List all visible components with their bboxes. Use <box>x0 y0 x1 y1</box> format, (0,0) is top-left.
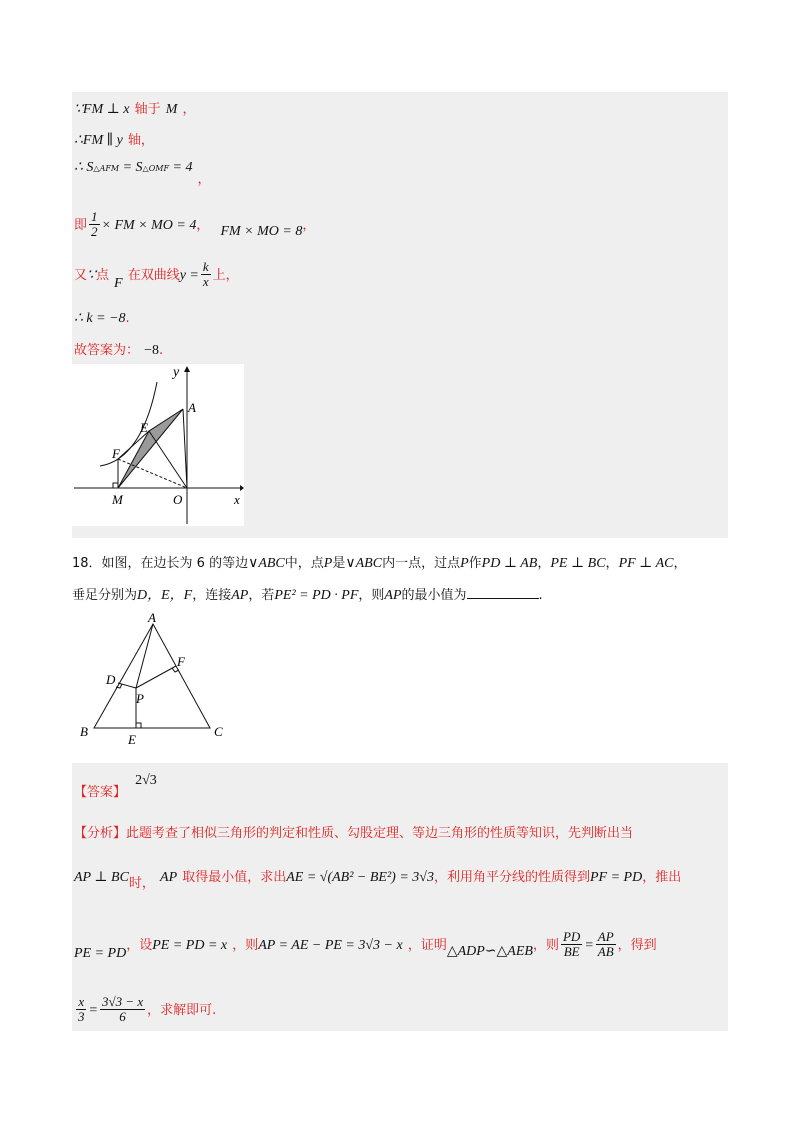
solution-line-3: ∴ S△AFM = S△OMF = 4 $_,$ <box>74 160 211 187</box>
fraction-3root3-minus-x-over-6: $\frac{3√3 - x}{6}$ <box>101 994 144 1024</box>
label-d: D <box>106 672 116 687</box>
solution-line-2: ∴FM ∥ y 轴， <box>74 133 154 148</box>
analysis-line-1: 【分析】此题考查了相似三角形的判定和性质、勾股定理、等边三角形的性质等知识，先判断出当 <box>74 826 634 841</box>
solution-line-4: 即 $\frac{1}{2}$ × FM × MO = 4， FM × MO = 8， <box>74 209 316 239</box>
label-m: M <box>112 492 123 507</box>
answer-line <box>74 769 157 800</box>
solution-line-6: ∴ k = −8. <box>74 311 130 326</box>
fraction-pd-be: $\frac{PD}{BE}$ <box>562 929 581 959</box>
segment-pf <box>136 666 176 688</box>
analysis-line-2: AP ⊥ $BC_{时,}$ AP 取得最小值，求出AE = √(AB² − BE²) = 3√3，利用角平分线的性质得到PF = PD，推出 <box>74 870 682 891</box>
fraction-one-half: $\frac{1}{2}$ <box>91 209 98 239</box>
answer-blank <box>467 586 539 599</box>
label-c: C <box>214 724 223 739</box>
label-p: P <box>136 691 144 706</box>
analysis-label: 【分析】 <box>74 826 127 841</box>
problem-18-line-2: 垂足分别为D，E，F，连接AP，若PE² = PD · PF，则AP的最小值为 . <box>72 588 543 603</box>
label-o: O <box>173 492 183 507</box>
solution-line-1: ∵FM ⊥ x 轴于 M ， <box>74 102 196 117</box>
triangle-figure <box>76 610 236 750</box>
label-b: B <box>80 724 88 739</box>
segment-ap <box>136 624 153 688</box>
hyperbola-figure <box>72 364 244 526</box>
fraction-x-over-3: $\frac{x}{3}$ <box>78 994 85 1024</box>
answer-label: 【答案】 <box>74 785 127 800</box>
problem-18-line-1: 18．如图，在边长为 6 的等边∨ABC中，点P是∨ABC内一点，过点P作PD ⊥ AB，PE ⊥ BC，PF ⊥ AC， <box>72 556 687 571</box>
answer-value: 2√3 <box>135 773 157 788</box>
fraction-ap-ab: $\frac{AP}{AB}$ <box>597 929 614 959</box>
analysis-line-4: $\frac{x}{3}$ = $\frac{3√3 - x}{6}$ ，求解即可. <box>78 994 217 1024</box>
label-a: A <box>188 400 196 415</box>
label-y: y <box>173 365 180 380</box>
label-f: F <box>177 654 185 669</box>
label-e: E <box>128 732 136 747</box>
solution-line-5: 又∵点 F 在双曲线y = $\frac{k}{x}$ 上， <box>74 259 239 291</box>
label-x: x <box>234 492 240 507</box>
label-f: F <box>112 446 120 461</box>
label-e: E <box>140 420 148 435</box>
label-a: A <box>148 610 156 625</box>
fraction-k-over-x: $\frac{k}{x}$ <box>202 259 209 289</box>
answer-background <box>72 763 728 1031</box>
solution-line-7: 故答案为： −8. <box>74 343 164 358</box>
right-angle-e <box>136 723 141 728</box>
analysis-line-3: PE = PD，设PE = PD = x ，则AP = AE − PE = 3√3 − x ，证明△ADP∽△AEB，则 $\frac{PD}{BE}$ = $\frac{AP}{AB}$ ，得到 <box>74 929 657 961</box>
